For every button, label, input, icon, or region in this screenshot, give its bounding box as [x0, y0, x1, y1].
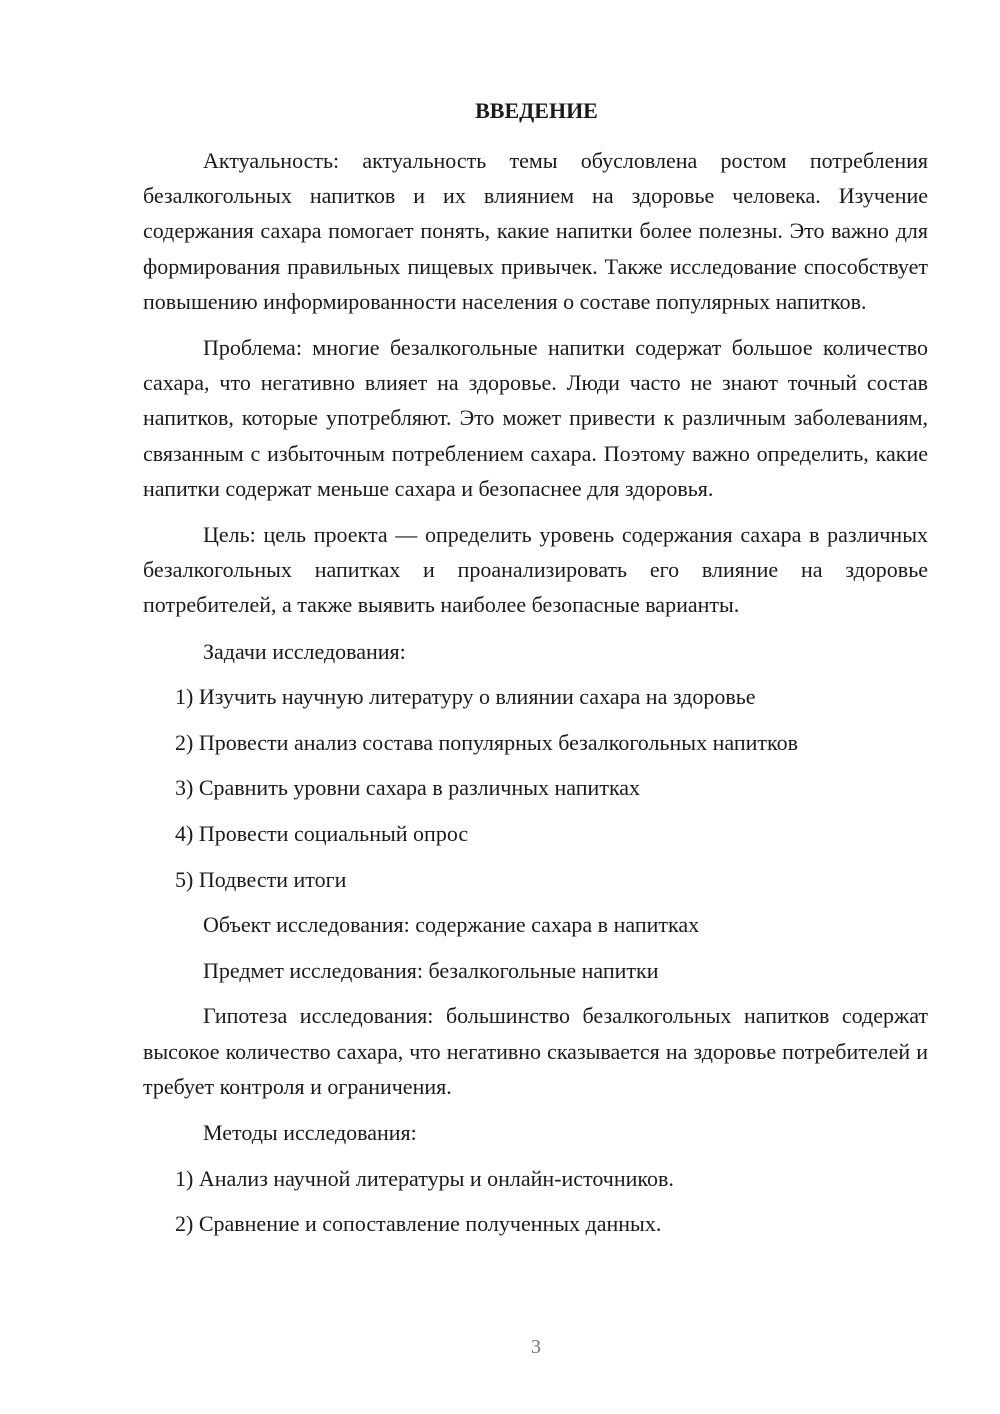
research-subject: Предмет исследования: безалкогольные напитки [203, 957, 659, 983]
task-item: 2) Провести анализ состава популярных безалкогольных напитков [175, 729, 798, 755]
task-item: 1) Изучить научную литературу о влиянии сахара на здоровье [175, 684, 756, 710]
page-number: 3 [531, 1336, 541, 1358]
task-item: 5) Подвести итоги [175, 866, 347, 892]
tasks-heading: Задачи исследования: [203, 638, 406, 664]
problem-paragraph: Проблема: многие безалкогольные напитки содержат большое количество сахара, что негативно влияет на здоровье. Люди часто не знают точный состав напитков, которые употребляют. Это может привести к различным заболеваниям, связанным с избыточным потреблением сахара. Поэтому важно определить, какие напитки содержат меньше сахара и безопаснее для здоровья. [143, 335, 928, 501]
hypothesis-paragraph: Гипотеза исследования: большинство безалкогольных напитков содержат высокое количество сахара, что негативно сказывается на здоровье потребителей и требует контроля и ограничения. [143, 1003, 928, 1099]
page-content [143, 143, 928, 1252]
goal-paragraph: Цель: цель проекта — определить уровень содержания сахара в различных безалкогольных напитках и проанализировать его влияние на здоровье потребителей, а также выявить наиболее безопасные варианты. [143, 522, 928, 618]
methods-heading: Методы исследования: [203, 1120, 417, 1145]
research-object: Объект исследования: содержание сахара в напитках [203, 912, 700, 938]
relevance-paragraph: Актуальность: актуальность темы обусловлена ростом потребления безалкогольных напитков и их влиянием на здоровье человека. Изучение содержания сахара помогает понять, какие напитки более полезны. Это важно для формирования правильных пищевых привычек. Также исследование способствует повышению информированности населения о составе популярных напитков. [143, 148, 928, 314]
page-title: ВВЕДЕНИЕ [475, 98, 598, 123]
task-item: 4) Провести социальный опрос [175, 821, 469, 847]
method-item: 2) Сравнение и сопоставление полученных данных. [175, 1211, 662, 1237]
task-item: 3) Сравнить уровни сахара в различных напитках [175, 775, 641, 801]
method-item: 1) Анализ научной литературы и онлайн-источников. [175, 1165, 674, 1191]
